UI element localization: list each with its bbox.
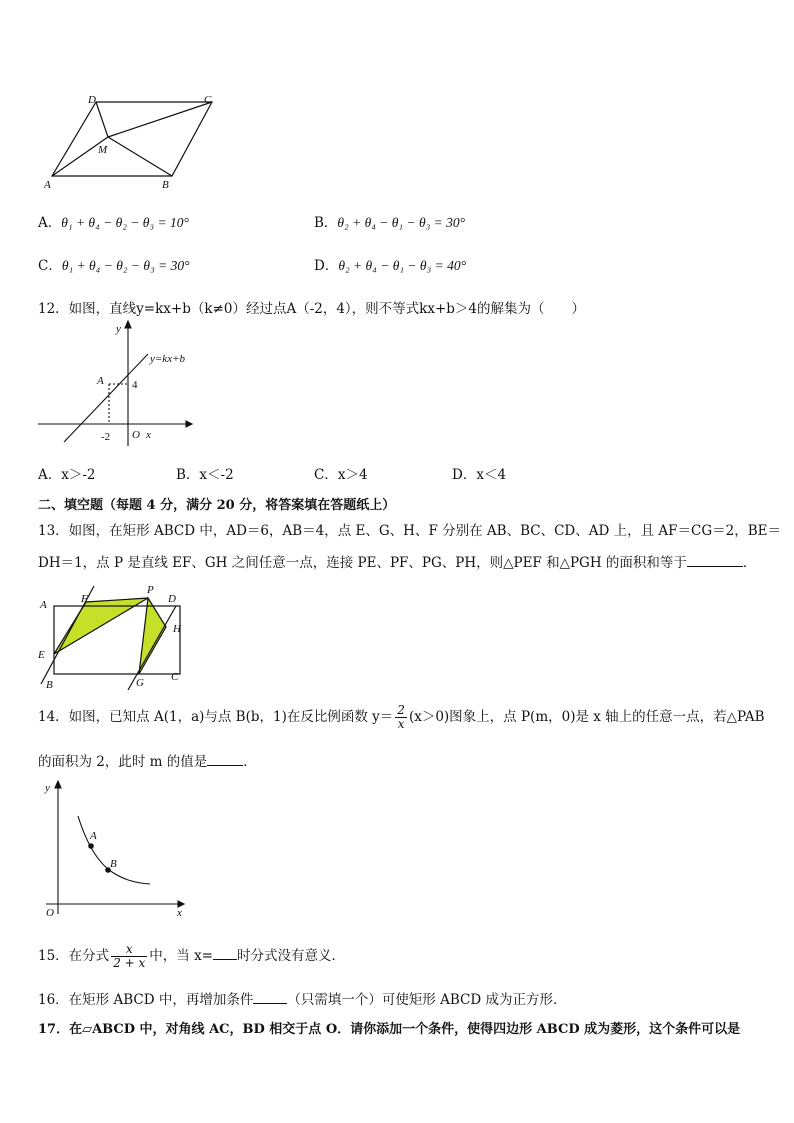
q13-label-b: B (46, 679, 53, 691)
q13-line-1: 13．如图，在矩形 ABCD 中，AD＝6，AB＝4，点 E、G、H、F 分别在 AB、BC、CD、AD 上，且 AF＝CG＝2，BE＝ (38, 523, 781, 539)
q14-label-y: y (45, 782, 50, 794)
q12-option-d[interactable] (452, 463, 506, 483)
fraction-denominator: x (397, 717, 405, 732)
q11-label-a: A (44, 179, 51, 191)
fraction-numerator: x (111, 943, 147, 957)
q14-inverse-function-figure (38, 778, 198, 918)
q13-text: DH＝1，点 P 是直线 EF、GH 之间任意一点，连接 PE、PF、PG、PH，则△PEF 和△PGH 的面积和等于 (38, 555, 687, 571)
q11-label-m: M (98, 144, 108, 156)
option-letter: D． (452, 467, 477, 483)
q13-answer-blank[interactable] (687, 554, 743, 567)
q14-answer-blank[interactable] (207, 753, 243, 766)
q15-line (38, 943, 345, 970)
option-letter: D． (314, 258, 339, 274)
q13-label-a: A (40, 599, 47, 611)
option-text: x＞-2 (61, 467, 96, 483)
q14-fraction (395, 704, 407, 731)
q11-label-b: B (162, 179, 169, 191)
q14-label-b: B (110, 858, 117, 870)
q13-label-h: H (173, 623, 181, 635)
q13-label-g: G (136, 677, 144, 689)
q13-label-f: F (81, 593, 88, 605)
q14-period: ． (243, 754, 257, 770)
q13-rectangle-figure (36, 584, 194, 692)
q14-label-o: O (46, 907, 54, 918)
q14-text-a: 14．如图，已知点 A(1，a)与点 B(b，1)在反比例函数 y＝ (38, 709, 394, 726)
q12-label-line: y=kx+b (150, 353, 185, 365)
q12-stem: 12．如图，直线y=kx+b（k≠0）经过点A（-2，4），则不等式kx+b＞4的解集为（ ） (38, 301, 586, 317)
q13-label-d: D (168, 593, 176, 605)
q15-fraction (111, 943, 147, 970)
q16-text-a: 16．在矩形 ABCD 中，再增加条件 (38, 992, 254, 1008)
q14-label-a: A (90, 830, 97, 842)
q15-text-c: 时分式没有意义． (237, 948, 345, 965)
q12-label-o: O (132, 429, 140, 441)
q14-text: 的面积为 2，此时 m 的值是 (38, 754, 208, 770)
q12-option-b[interactable] (176, 463, 234, 483)
q11-option-a[interactable] (38, 211, 189, 231)
q12-label-neg2: -2 (101, 431, 111, 443)
q14-line-1 (38, 704, 765, 731)
option-letter: A． (38, 467, 62, 483)
q16-answer-blank[interactable] (253, 991, 287, 1004)
fraction-numerator: 2 (397, 703, 405, 717)
option-expression: θ₁ + θ₄ − θ₂ − θ₃ = 10° (61, 215, 189, 230)
q11-label-d: D (88, 94, 96, 106)
option-expression: θ₂ + θ₄ − θ₁ − θ₃ = 40° (338, 258, 466, 273)
q12-label-4: 4 (132, 379, 138, 391)
q12-line-graph-figure (36, 318, 206, 448)
q12-label-y: y (116, 323, 121, 335)
q12-option-c[interactable] (314, 463, 368, 483)
option-expression: θ₁ + θ₄ − θ₂ − θ₃ = 30° (61, 258, 190, 273)
q16-line (38, 988, 567, 1008)
option-text: x＜4 (476, 467, 507, 483)
q13-label-c: C (171, 671, 179, 683)
q11-option-c[interactable] (38, 254, 189, 274)
q15-text-a: 15．在分式 (38, 948, 110, 965)
q14-text-b: (x＞0)图象上，点 P(m，0)是 x 轴上的任意一点，若△PAB (408, 709, 765, 726)
section-2-title: 二、填空题（每题 4 分，满分 20 分，将答案填在答题纸上） (38, 498, 396, 513)
q13-label-p: P (147, 584, 154, 596)
option-expression: θ₂ + θ₄ − θ₁ − θ₃ = 30° (337, 215, 466, 230)
q16-text-b: （只需填一个）可使矩形 ABCD 成为正方形． (287, 992, 567, 1008)
option-letter: B． (176, 467, 200, 483)
q14-label-x: x (177, 907, 182, 918)
q15-answer-blank[interactable] (213, 947, 237, 960)
option-text: x＜-2 (199, 467, 234, 483)
q12-option-a[interactable] (38, 463, 96, 483)
q13-period: ． (742, 555, 757, 571)
option-letter: A． (38, 215, 62, 231)
q11-label-c: C (204, 94, 212, 106)
q13-line-2 (38, 551, 756, 571)
q14-line-2 (38, 750, 257, 770)
q11-option-d[interactable] (314, 254, 466, 274)
q13-label-e: E (38, 649, 45, 661)
q12-label-a: A (97, 375, 104, 387)
q11-option-b[interactable] (314, 211, 465, 231)
option-letter: C． (38, 258, 62, 274)
option-letter: B． (314, 215, 338, 231)
option-text: x＞4 (337, 467, 368, 483)
option-letter: C． (314, 467, 338, 483)
fraction-denominator: 2 + x (113, 956, 146, 971)
q15-text-b: 中，当 x= (149, 948, 213, 965)
q12-label-x: x (146, 429, 151, 441)
q11-parallelogram-figure (40, 92, 230, 192)
q17-line: 17．在▱ABCD 中，对角线 AC，BD 相交于点 O．请你添加一个条件，使得四边形 ABCD 成为菱形，这个条件可以是 (38, 1022, 741, 1037)
